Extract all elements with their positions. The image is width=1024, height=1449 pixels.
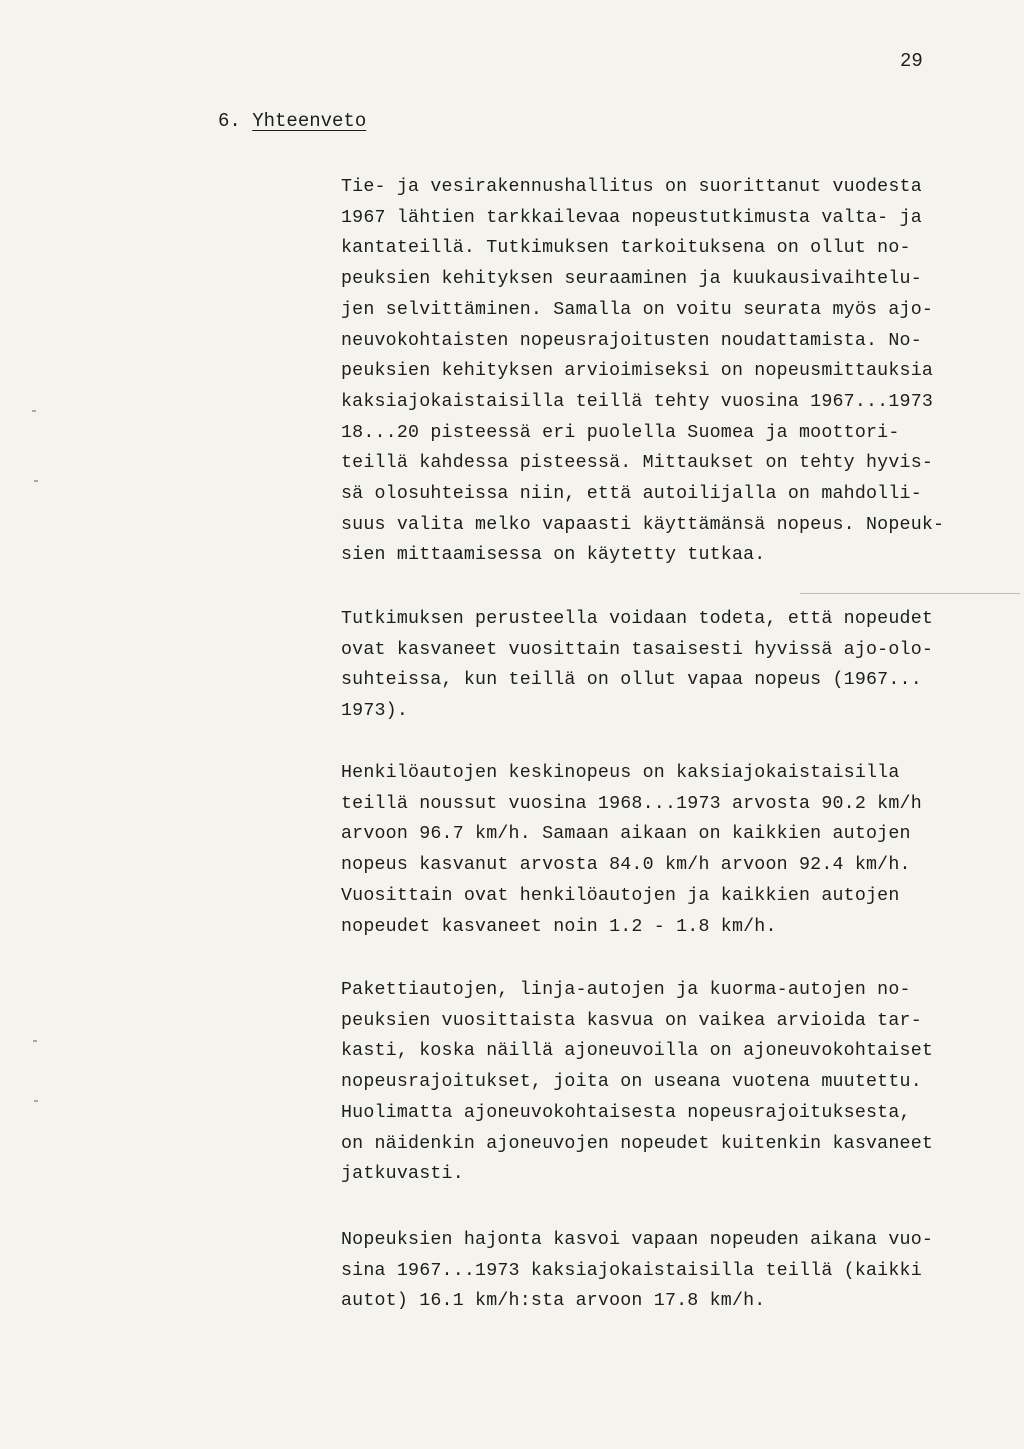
- text-line: Nopeuksien hajonta kasvoi vapaan nopeuden aikana vuo-: [341, 1230, 934, 1250]
- text-line: neuvokohtaisten nopeusrajoitusten noudattamista. No-: [341, 330, 922, 351]
- text-line: kaksiajokaistaisilla teillä tehty vuosina 1967...1973: [341, 391, 934, 412]
- section-title: Yhteenveto: [252, 110, 367, 132]
- scan-speck: [34, 1100, 38, 1102]
- paragraph-speed-dispersion: [341, 1225, 1021, 1317]
- text-line: arvoon 96.7 km/h. Samaan aikaan on kaikkien autojen: [341, 824, 911, 845]
- scan-speck: [33, 1040, 37, 1042]
- text-line: 18...20 pisteessä eri puolella Suomea ja moottori-: [341, 422, 900, 443]
- paragraph-commercial-vehicles: [341, 975, 1021, 1190]
- paragraph-introduction: [341, 172, 1021, 571]
- paragraph-findings: [341, 604, 1021, 727]
- text-line: peuksien kehityksen seuraaminen ja kuukausivaihtelu-: [341, 269, 922, 290]
- text-line: 1967 lähtien tarkkailevaa nopeustutkimusta valta- ja: [341, 207, 922, 228]
- text-line: Henkilöautojen keskinopeus on kaksiajokaistaisilla: [341, 763, 900, 783]
- section-heading: [218, 110, 366, 132]
- text-line: sien mittaamisessa on käytetty tutkaa.: [341, 545, 766, 566]
- paragraph-car-speeds: [341, 758, 1021, 942]
- text-line: nopeusrajoitukset, joita on useana vuotena muutettu.: [341, 1072, 922, 1093]
- text-line: nopeus kasvanut arvosta 84.0 km/h arvoon 92.4 km/h.: [341, 855, 911, 876]
- text-line: suhteissa, kun teillä on ollut vapaa nopeus (1967...: [341, 670, 922, 691]
- text-line: peuksien vuosittaista kasvua on vaikea arvioida tar-: [341, 1010, 922, 1031]
- text-line: kantateillä. Tutkimuksen tarkoituksena on ollut no-: [341, 238, 911, 259]
- text-line: Tutkimuksen perusteella voidaan todeta, että nopeudet: [341, 609, 934, 629]
- text-line: teillä noussut vuosina 1968...1973 arvosta 90.2 km/h: [341, 793, 922, 814]
- text-line: ovat kasvaneet vuosittain tasaisesti hyvissä ajo-olo-: [341, 639, 934, 660]
- text-line: peuksien kehityksen arvioimiseksi on nopeusmittauksia: [341, 361, 934, 382]
- text-line: Tie- ja vesirakennushallitus on suorittanut vuodesta: [341, 177, 922, 197]
- text-line: sä olosuhteissa niin, että autoilijalla on mahdolli-: [341, 484, 922, 505]
- text-line: sina 1967...1973 kaksiajokaistaisilla teillä (kaikki: [341, 1260, 922, 1281]
- text-line: suus valita melko vapaasti käyttämänsä nopeus. Nopeuk-: [341, 514, 945, 535]
- scan-speck: [32, 410, 36, 412]
- text-line: Huolimatta ajoneuvokohtaisesta nopeusrajoituksesta,: [341, 1102, 911, 1123]
- text-line: kasti, koska näillä ajoneuvoilla on ajoneuvokohtaiset: [341, 1041, 934, 1062]
- text-line: nopeudet kasvaneet noin 1.2 - 1.8 km/h.: [341, 916, 777, 937]
- text-line: teillä kahdessa pisteessä. Mittaukset on tehty hyvis-: [341, 453, 934, 474]
- text-line: jatkuvasti.: [341, 1164, 464, 1185]
- stray-line-mark: [800, 593, 1020, 594]
- text-line: 1973).: [341, 701, 409, 722]
- text-line: jen selvittäminen. Samalla on voitu seurata myös ajo-: [341, 299, 934, 320]
- text-line: Vuosittain ovat henkilöautojen ja kaikkien autojen: [341, 885, 900, 906]
- scan-speck: [34, 480, 38, 482]
- text-line: Pakettiautojen, linja-autojen ja kuorma-autojen no-: [341, 980, 911, 1000]
- text-line: on näidenkin ajoneuvojen nopeudet kuitenkin kasvaneet: [341, 1133, 934, 1154]
- section-number: 6.: [218, 110, 241, 132]
- text-line: autot) 16.1 km/h:sta arvoon 17.8 km/h.: [341, 1291, 766, 1312]
- page-number: 29: [900, 50, 923, 72]
